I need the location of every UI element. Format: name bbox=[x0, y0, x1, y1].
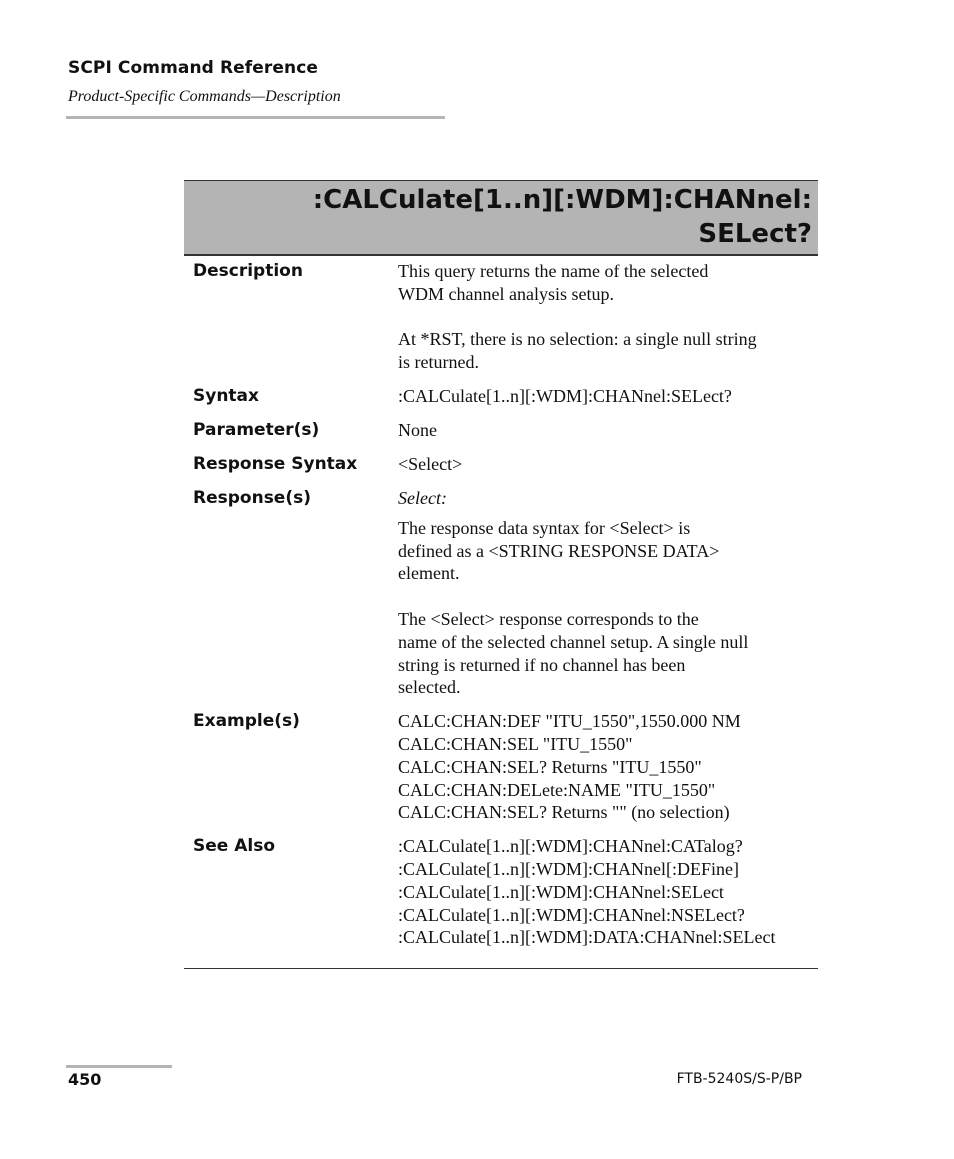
responses-label: Response(s) bbox=[193, 487, 311, 508]
description-text: is returned. bbox=[398, 352, 479, 373]
command-title-box bbox=[184, 180, 818, 256]
parameters-value: None bbox=[398, 419, 437, 440]
example-line: CALC:CHAN:SEL "ITU_1550" bbox=[398, 733, 633, 754]
row-examples bbox=[184, 710, 818, 824]
response-text: The response data syntax for <Select> is bbox=[398, 517, 691, 538]
examples-value bbox=[398, 710, 818, 824]
row-syntax bbox=[184, 385, 818, 408]
description-value bbox=[398, 260, 818, 374]
responses-value bbox=[398, 487, 818, 699]
row-responses bbox=[184, 487, 818, 699]
response-text: The <Select> response corresponds to the bbox=[398, 608, 699, 629]
see-also-line: :CALCulate[1..n][:WDM]:CHANnel[:DEFine] bbox=[398, 858, 739, 879]
page-number: 450 bbox=[68, 1070, 102, 1089]
command-table bbox=[184, 260, 818, 960]
response-text: string is returned if no channel has been bbox=[398, 654, 686, 675]
syntax-label: Syntax bbox=[193, 385, 259, 406]
response-text: name of the selected channel setup. A single null bbox=[398, 631, 749, 652]
examples-label: Example(s) bbox=[193, 711, 300, 732]
example-line: CALC:CHAN:DEF "ITU_1550",1550.000 NM bbox=[398, 711, 741, 732]
see-also-line: :CALCulate[1..n][:WDM]:DATA:CHANnel:SELect bbox=[398, 927, 776, 948]
see-also-label: See Also bbox=[193, 836, 276, 857]
see-also-line: :CALCulate[1..n][:WDM]:CHANnel:NSELect? bbox=[398, 904, 745, 925]
row-parameters bbox=[184, 419, 818, 442]
response-syntax-value: <Select> bbox=[398, 453, 463, 474]
description-label: Description bbox=[193, 261, 303, 281]
row-see-also bbox=[184, 835, 818, 949]
see-also-line: :CALCulate[1..n][:WDM]:CHANnel:SELect bbox=[398, 881, 724, 902]
see-also-line: :CALCulate[1..n][:WDM]:CHANnel:CATalog? bbox=[398, 836, 743, 857]
example-line: CALC:CHAN:SEL? Returns "" (no selection) bbox=[398, 802, 730, 823]
description-text: This query returns the name of the selected bbox=[398, 261, 709, 281]
command-title bbox=[313, 183, 812, 251]
row-response-syntax bbox=[184, 453, 818, 476]
description-text: At *RST, there is no selection: a single null string bbox=[398, 329, 757, 350]
syntax-value: :CALCulate[1..n][:WDM]:CHANnel:SELect? bbox=[398, 385, 732, 406]
example-line: CALC:CHAN:SEL? Returns "ITU_1550" bbox=[398, 756, 702, 777]
parameters-label: Parameter(s) bbox=[193, 419, 320, 440]
document-id: FTB-5240S/S-P/BP bbox=[676, 1071, 802, 1087]
see-also-value bbox=[398, 835, 818, 949]
header-title: SCPI Command Reference bbox=[68, 58, 319, 78]
description-text: WDM channel analysis setup. bbox=[398, 283, 614, 304]
response-text: selected. bbox=[398, 677, 461, 698]
header-rule bbox=[66, 116, 445, 119]
response-name: Select: bbox=[398, 487, 447, 508]
footer-rule bbox=[66, 1065, 172, 1068]
table-bottom-rule bbox=[184, 968, 818, 969]
response-syntax-label: Response Syntax bbox=[193, 453, 358, 474]
header-subtitle: Product-Specific Commands—Description bbox=[68, 88, 341, 105]
row-description bbox=[184, 260, 818, 374]
command-title-line2: SELect? bbox=[698, 219, 812, 249]
response-text: element. bbox=[398, 563, 460, 584]
response-text: defined as a <STRING RESPONSE DATA> bbox=[398, 540, 720, 561]
example-line: CALC:CHAN:DELete:NAME "ITU_1550" bbox=[398, 779, 716, 800]
command-title-line1: :CALCulate[1..n][:WDM]:CHANnel: bbox=[312, 185, 812, 215]
